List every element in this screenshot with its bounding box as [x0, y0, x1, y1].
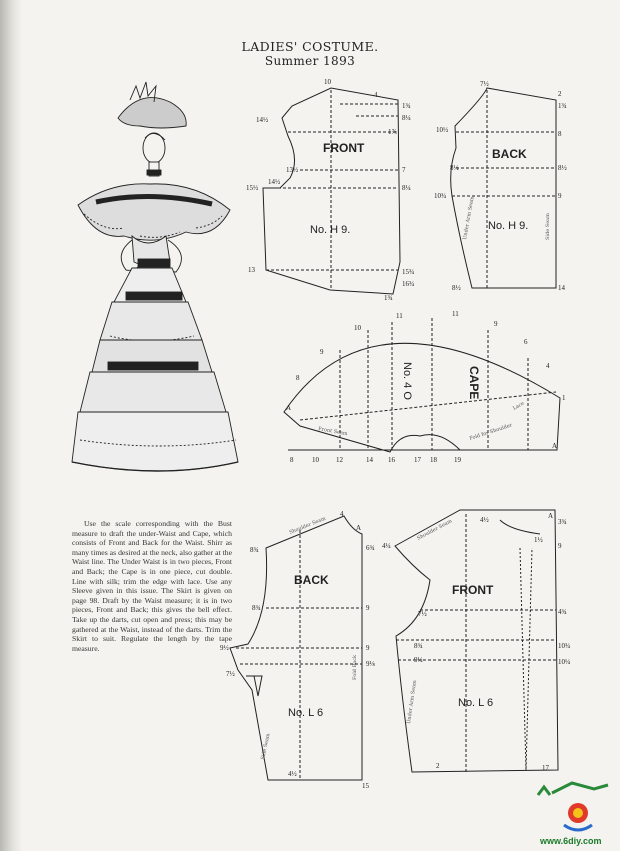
- pattern-h9-back: [451, 88, 556, 288]
- measurement-label: 8¾: [252, 604, 261, 612]
- measurement-label: A: [286, 404, 292, 412]
- measurement-label: 2: [436, 762, 440, 770]
- measurement-label: A: [552, 442, 558, 450]
- measurement-label: 4: [374, 91, 378, 99]
- measurement-label: 15¾: [402, 268, 415, 276]
- l6-front-number: No. L 6: [458, 697, 494, 709]
- cape-seam-label: Lace: [512, 400, 526, 412]
- l6-front-measurements: [382, 512, 570, 772]
- l6-back-label: BACK: [294, 573, 329, 587]
- l6-front-seam-label: Under Arm Seam: [406, 679, 419, 725]
- l6-front-seam-label: Shoulder Seam: [416, 518, 454, 542]
- measurement-label: 18: [430, 456, 437, 464]
- measurement-label: 6: [524, 338, 528, 346]
- measurement-label: A: [356, 524, 362, 532]
- cape-label: CAPE: [467, 366, 481, 400]
- measurement-label: 4: [546, 362, 550, 370]
- measurement-label: A: [548, 512, 554, 520]
- measurement-label: 4¼: [382, 542, 391, 550]
- pattern-l6-back: [230, 516, 362, 780]
- l6-back-seam-label: Shoulder Seam: [288, 515, 327, 536]
- l6-back-seam-label: Side Seam: [260, 732, 272, 761]
- cape-seam-label: Front Seam: [317, 426, 349, 438]
- measurement-label: 8¾: [250, 546, 259, 554]
- measurement-label: 13: [248, 266, 255, 274]
- cape-number: No. 4 O: [401, 362, 413, 400]
- h9-back-number: No. H 9.: [488, 220, 529, 232]
- cape-measurements: [286, 310, 566, 464]
- measurement-label: 7½: [480, 80, 489, 88]
- pattern-l6-front: [395, 510, 558, 772]
- measurement-label: 17: [542, 764, 549, 772]
- measurement-label: 7½: [226, 670, 235, 678]
- measurement-label: 17: [414, 456, 421, 464]
- h9-back-seam-label: Under Arm Seam: [462, 195, 476, 241]
- measurement-label: 10½: [436, 126, 449, 134]
- measurement-label: 14½: [268, 178, 281, 186]
- measurement-label: 7½: [418, 610, 427, 618]
- measurement-label: 13½: [286, 166, 299, 174]
- measurement-label: 4¾: [558, 608, 567, 616]
- measurement-label: 8½: [452, 284, 461, 292]
- measurement-label: 1: [562, 394, 566, 402]
- h9-front-measurements: [246, 78, 414, 302]
- measurement-label: 10: [354, 324, 361, 332]
- subtitle-text: Summer 1893: [264, 54, 356, 68]
- measurement-label: 10¾: [558, 642, 571, 650]
- measurement-label: 19: [454, 456, 461, 464]
- measurement-label: 10¾: [434, 192, 447, 200]
- l6-back-seam-label: Fold Back: [352, 654, 358, 680]
- instructions-paragraph: Use the scale corresponding with the Bust measure to draft the under-Waist and Cape, which consists of Front and Back for the Waist. Shirr as many times as desired at the neck, also gather at the Waist line. The Under Waist is in two pieces, Front and Back; the Cape is in one piece, cut double. Line with silk; trim the edge with lace. Use any Sleeve given in this issue. The Skirt is given on page 98. Draft by the Waist measure; it is in two pieces, Front and Back; this gives the bell effect. Take up the darts, cut open and press; this may be gathered at the Waist, instead of the darts. Trim the Skirt to suit. Regulate the length by the tape measure.: [72, 519, 232, 653]
- cape-seam-label: Fold for Shoulder: [468, 422, 513, 442]
- measurement-label: 15: [362, 782, 369, 790]
- measurement-label: 10: [312, 456, 319, 464]
- measurement-label: 9⅛: [366, 660, 375, 668]
- h9-back-seam-label: Side Seam: [545, 213, 551, 240]
- l6-back-measurements: [220, 510, 376, 790]
- measurement-label: 9: [494, 320, 498, 328]
- l6-back-number: No. L 6: [288, 707, 324, 719]
- measurement-label: 9: [366, 644, 370, 652]
- measurement-label: 9¼: [414, 656, 423, 664]
- measurement-label: 8: [290, 456, 294, 464]
- measurement-label: 9: [320, 348, 324, 356]
- measurement-label: 8¼: [402, 184, 411, 192]
- pattern-h9-front: [263, 88, 400, 294]
- measurement-label: 11: [452, 310, 459, 318]
- measurement-label: 1½: [534, 536, 543, 544]
- measurement-label: 6¾: [366, 544, 375, 552]
- measurement-label: 8¼: [402, 114, 411, 122]
- measurement-label: 1¾: [384, 294, 393, 302]
- h9-front-number: No. H 9.: [310, 224, 351, 236]
- measurement-label: 8: [296, 374, 300, 382]
- watermark-url: www.6diy.com: [540, 836, 602, 846]
- measurement-label: 14: [558, 284, 565, 292]
- measurement-label: 4: [340, 510, 344, 518]
- measurement-label: 9½: [220, 644, 229, 652]
- measurement-label: 8½: [558, 164, 567, 172]
- measurement-label: 1⅞: [388, 128, 397, 136]
- measurement-label: 4½: [480, 516, 489, 524]
- l6-front-label: FRONT: [452, 583, 494, 597]
- measurement-label: 8: [558, 130, 562, 138]
- costume-illustration: [72, 82, 238, 471]
- measurement-label: 16: [388, 456, 395, 464]
- measurement-label: 9: [558, 542, 562, 550]
- measurement-label: 9: [366, 604, 370, 612]
- measurement-label: 4½: [288, 770, 297, 778]
- measurement-label: 12: [336, 456, 343, 464]
- h9-back-measurements: [434, 80, 567, 292]
- measurement-label: 15½: [246, 184, 259, 192]
- measurement-label: 7: [402, 166, 406, 174]
- measurement-label: 16¾: [402, 280, 415, 288]
- h9-front-label: FRONT: [323, 141, 365, 155]
- measurement-label: 10: [324, 78, 331, 86]
- measurement-label: 1¾: [402, 102, 411, 110]
- measurement-label: 14: [366, 456, 373, 464]
- title-text: LADIES' COSTUME.: [241, 39, 379, 54]
- measurement-label: 11: [396, 312, 403, 320]
- measurement-label: 1¾: [558, 102, 567, 110]
- measurement-label: 8¾: [414, 642, 423, 650]
- measurement-label: 2: [558, 90, 562, 98]
- measurement-label: 10¼: [558, 658, 571, 666]
- measurement-label: 3¾: [558, 518, 567, 526]
- measurement-label: 8½: [450, 164, 459, 172]
- h9-back-label: BACK: [492, 147, 527, 161]
- measurement-label: 9: [558, 192, 562, 200]
- measurement-label: 14½: [256, 116, 269, 124]
